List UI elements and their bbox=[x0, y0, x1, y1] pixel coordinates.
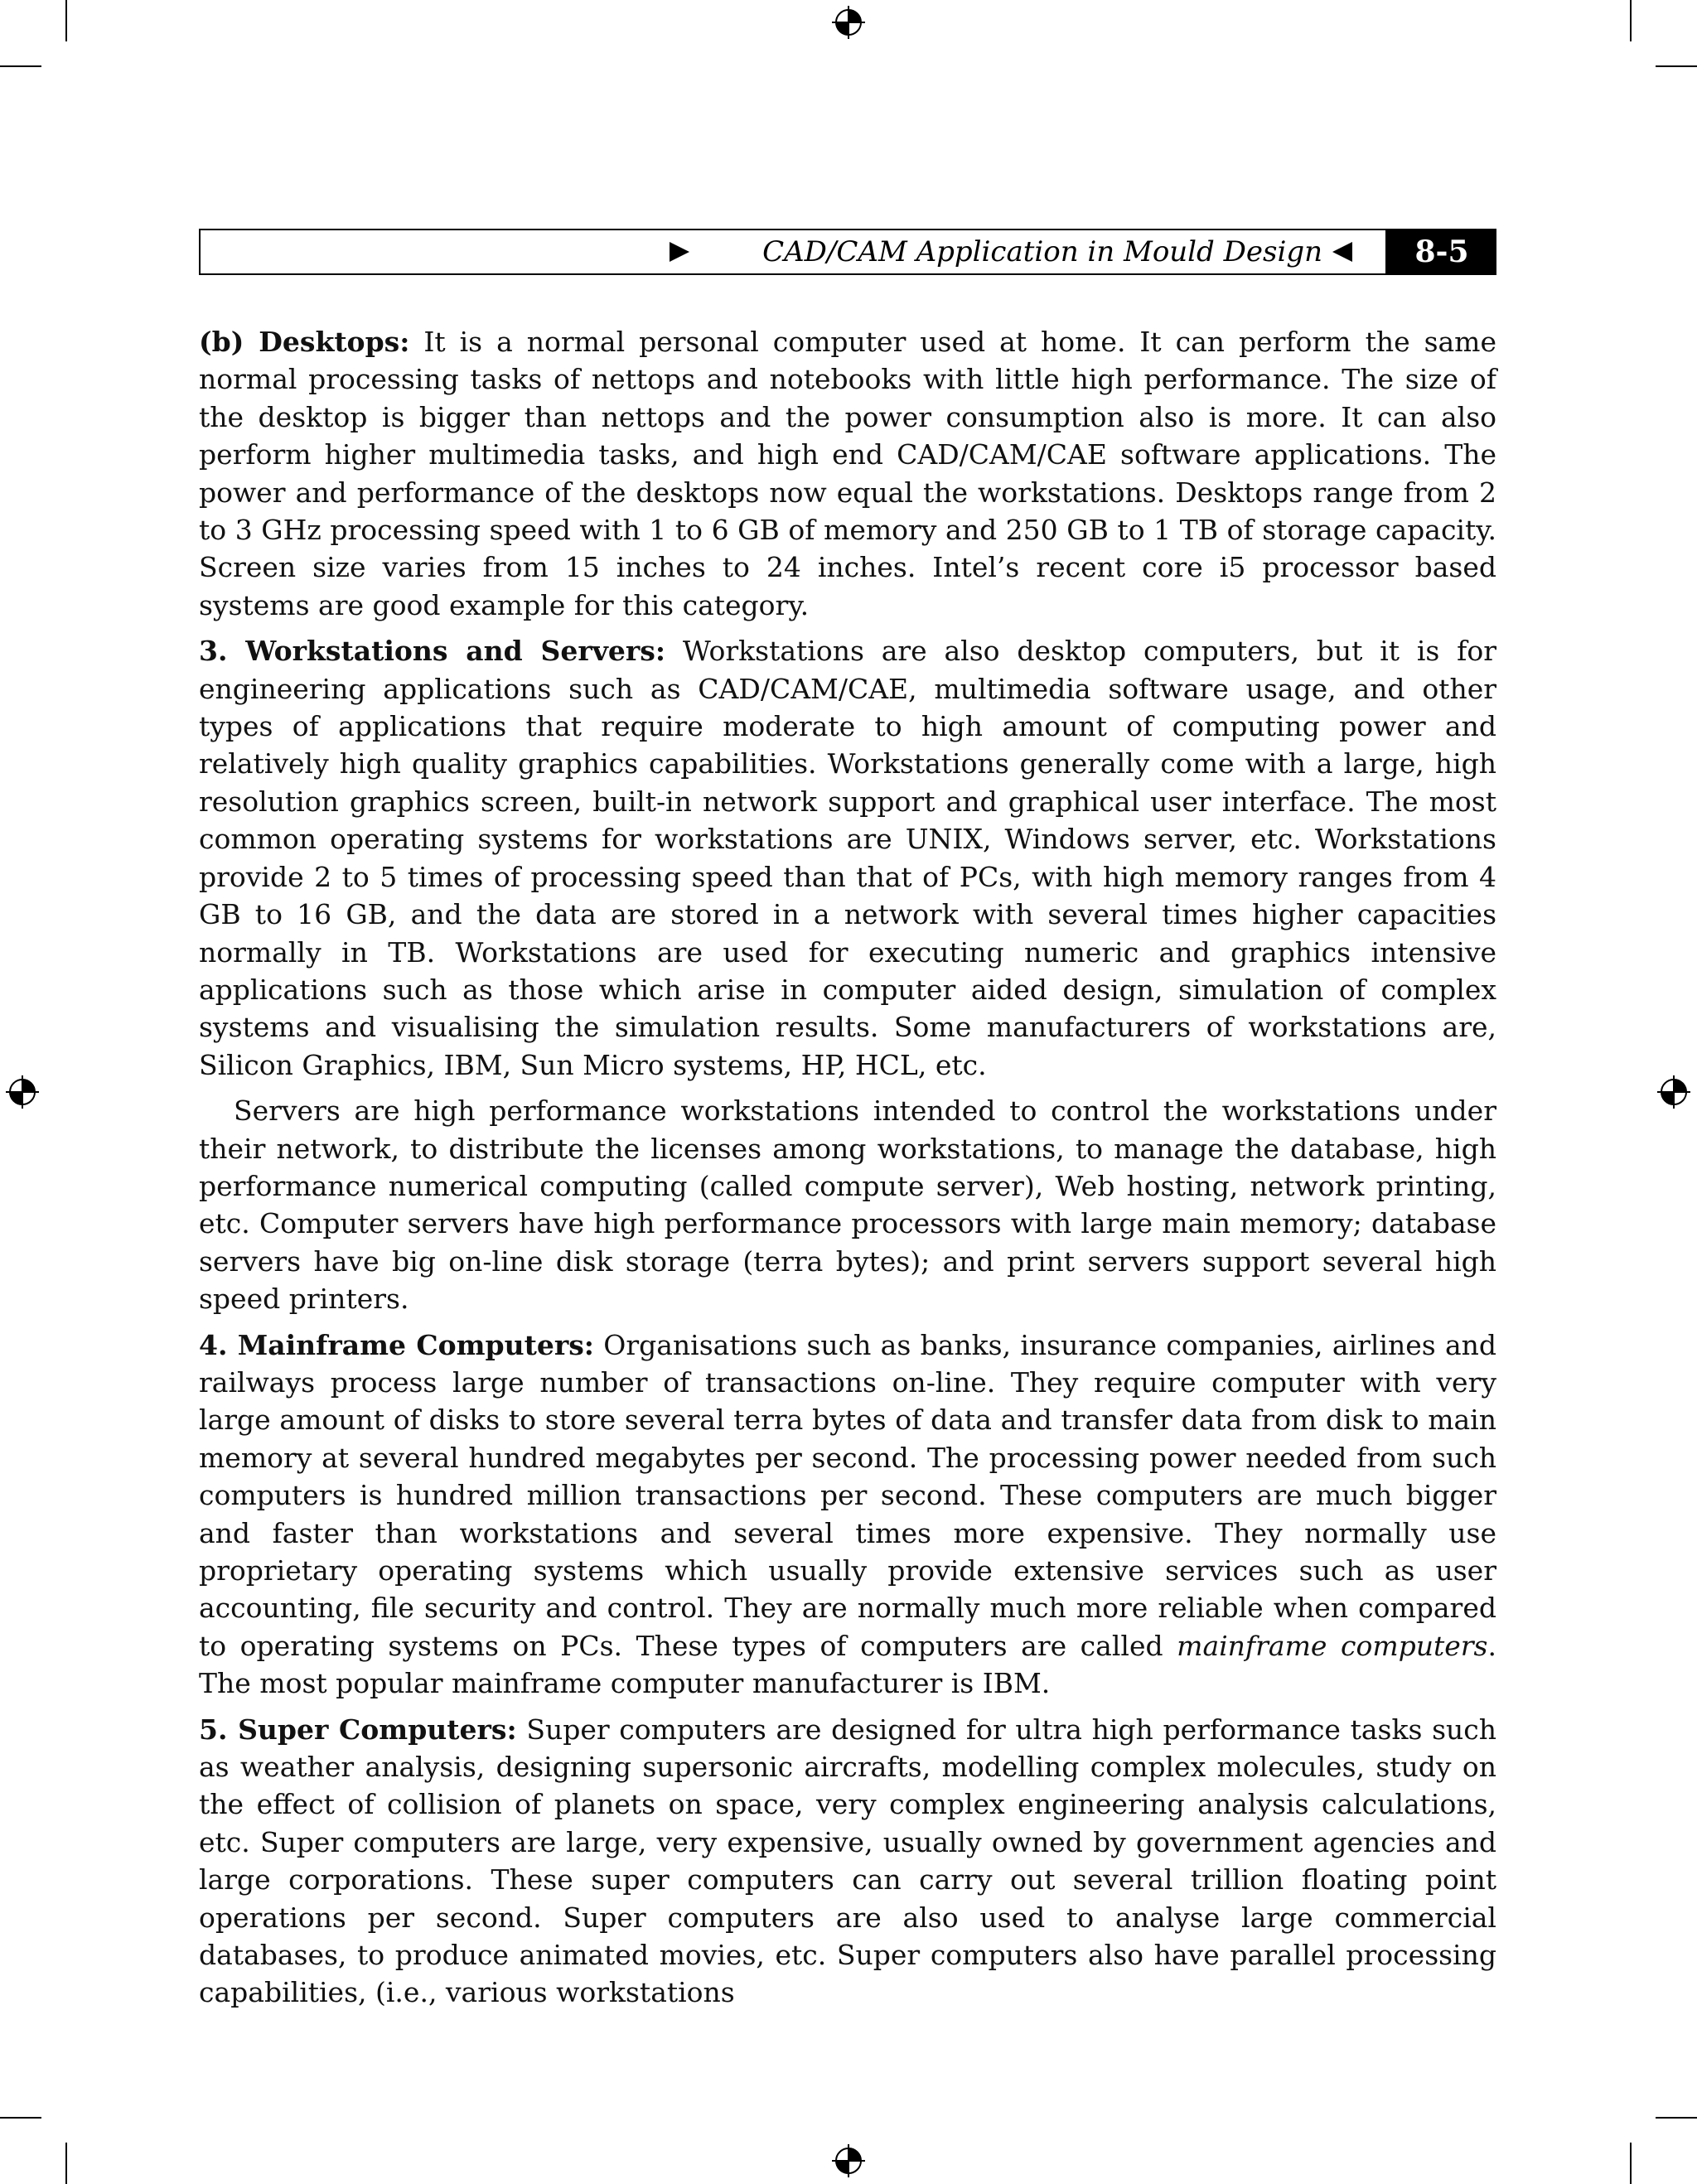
paragraph-italic-term: mainframe computers bbox=[1177, 1629, 1488, 1662]
paragraph-text-after: . The most popular mainframe computer manufacturer is IBM. bbox=[199, 1629, 1496, 1700]
crop-mark-bottom-right-vertical bbox=[1630, 2143, 1632, 2184]
registration-mark-icon bbox=[832, 6, 865, 39]
paragraph-super-computers bbox=[199, 1711, 1496, 2012]
paragraph-lead: 5. Super Computers: bbox=[199, 1713, 517, 1746]
running-header bbox=[199, 229, 1496, 275]
crop-mark-bottom-left-vertical bbox=[65, 2143, 67, 2184]
paragraph-servers bbox=[199, 1092, 1496, 1317]
triangle-left-icon bbox=[1331, 240, 1354, 263]
registration-mark-icon bbox=[6, 1075, 39, 1109]
crop-mark-top-left-vertical bbox=[65, 0, 67, 41]
paragraph-lead: 4. Mainframe Computers: bbox=[199, 1328, 594, 1361]
main-text bbox=[199, 323, 1496, 2020]
crop-mark-top-right-horizontal bbox=[1656, 65, 1697, 67]
running-title: CAD/CAM Application in Mould Design bbox=[762, 235, 1322, 268]
paragraph-text: Organisations such as banks, insurance companies, airlines and railways process large number of transactions on-line. They require computer with very large amount of disks to store several terra bytes of data and transfer data from disk to main memory at several hundred megabytes per second. The processing power needed from such computers is hundred million transactions per second. These computers are much bigger and faster than workstations and several times more expensive. They normally use proprietary operating systems which usually provide extensive services such as user accounting, file security and control. They are normally much more reliable when compared to operating systems on PCs. These types of computers are called bbox=[199, 1328, 1496, 1662]
paragraph-text: Workstations are also desktop computers, but it is for engineering applications such as CAD/CAM/CAE, multimedia software usage, and other types of applications that require moderate to high amount of computing power and relatively high quality graphics capabilities. Workstations generally come with a large, high resolution graphics screen, built-in network support and graphical user interface. The most common operating systems for workstations are UNIX, Windows server, etc. Workstations provide 2 to 5 times of processing speed than that of PCs, with high memory ranges from 4 GB to 16 GB, and the data are stored in a network with several times higher capacities normally in TB. Workstations are used for executing numeric and graphics intensive applications such as those which arise in computer aided design, simulation of complex systems and visualising the simulation results. Some manufacturers of workstations are, Silicon Graphics, IBM, Sun Micro systems, HP, HCL, etc. bbox=[199, 635, 1496, 1081]
paragraph-text: Servers are high performance workstations intended to control the workstations under their network, to distribute the licenses among workstations, to manage the database, high performance numerical computing (called compute server), Web hosting, network printing, etc. Computer servers have high performance processors with large main memory; database servers have big on-line disk storage (terra bytes); and print servers support several high speed printers. bbox=[199, 1094, 1496, 1316]
paragraph-text: Super computers are designed for ultra high performance tasks such as weather analysis, designing supersonic aircrafts, modelling complex molecules, study on the effect of collision of planets on space, very complex engineering analysis calculations, etc. Super computers are large, very expensive, usually owned by government agencies and large corporations. These super computers can carry out several trillion floating point operations per second. Super computers are also used to analyse large commercial databases, to produce animated movies, etc. Super computers also have parallel processing capabilities, (i.e., various workstations bbox=[199, 1713, 1496, 2009]
crop-mark-top-right-vertical bbox=[1630, 0, 1632, 41]
paragraph-workstations-servers bbox=[199, 632, 1496, 1084]
paragraph-mainframe-computers bbox=[199, 1326, 1496, 1703]
paragraph-lead: 3. Workstations and Servers: bbox=[199, 635, 666, 668]
paragraph-desktops bbox=[199, 323, 1496, 624]
page-number: 8-5 bbox=[1387, 229, 1496, 275]
crop-mark-bottom-right-horizontal bbox=[1656, 2117, 1697, 2119]
triangle-right-icon bbox=[668, 240, 691, 263]
registration-mark-icon bbox=[1657, 1075, 1690, 1109]
paragraph-text: It is a normal personal computer used at home. It can perform the same normal processing tasks of nettops and notebooks with little high performance. The size of the desktop is bigger than nettops and the power consumption also is more. It can also perform higher multimedia tasks, and high end CAD/CAM/CAE software applications. The power and performance of the desktops now equal the workstations. Desktops range from 2 to 3 GHz processing speed with 1 to 6 GB of memory and 250 GB to 1 TB of storage capacity. Screen size varies from 15 inches to 24 inches. Intel’s recent core i5 processor based systems are good example for this category. bbox=[199, 326, 1496, 621]
crop-mark-top-left-horizontal bbox=[0, 65, 41, 67]
crop-mark-bottom-left-horizontal bbox=[0, 2117, 41, 2119]
paragraph-lead: (b) Desktops: bbox=[199, 326, 410, 358]
registration-mark-icon bbox=[832, 2144, 865, 2177]
